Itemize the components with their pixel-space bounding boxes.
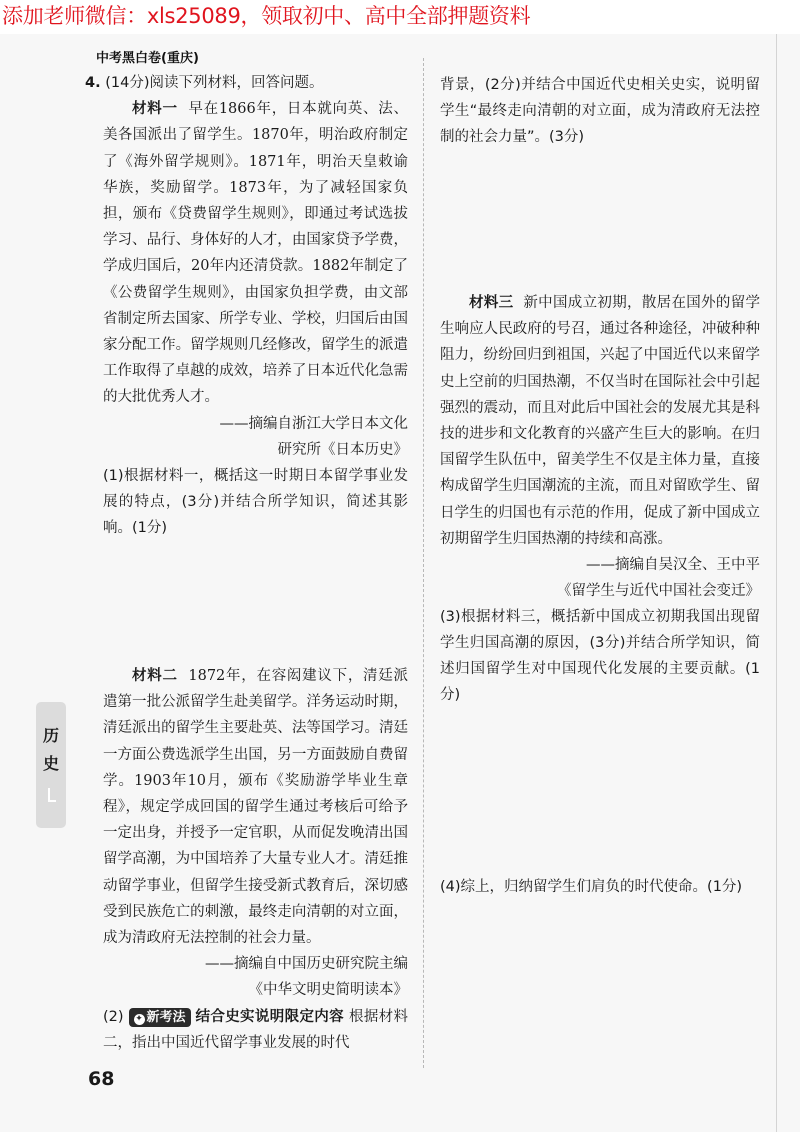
material-3-label: 材料三: [469, 295, 514, 311]
question-2-emphasis: 结合史实说明限定内容: [195, 1008, 345, 1025]
badge-label: 新考法: [146, 1009, 186, 1025]
question-4: (4)综上，归纳留学生们肩负的时代使命。(1分): [440, 879, 743, 896]
lightbulb-icon: ✦: [135, 1013, 143, 1024]
subject-tab: [36, 702, 66, 828]
material-2-source-line2: 《中华文明史简明读本》: [248, 982, 408, 999]
exam-page: [0, 34, 800, 1132]
subject-char-2: 史: [42, 754, 59, 773]
material-1-source-line1: ——摘编自浙江大学日本文化: [219, 415, 408, 432]
material-1-text: 早在1866年，日本就向英、法、美各国派出了留学生。1870年，明治政府制定了《海外留学规则》。1871年，明治天皇敕谕华族，奖励留学。1873年，为了减轻国家负担，颁布《贷费留学生规则》，即通过考试选拔学习、品行、身体好的人才，由国家贷予学费，学成归国后，20年内还清贷款。1882年制定了《公费留学生规则》，由国家负担学费，由文部省制定所去国家、所学专业、学校，归国后由国家分配工作。留学规则几经修改，留学生的派遣工作取得了卓越的成效，培养了日本近代化急需的大批优秀人才。: [103, 101, 409, 406]
material-2: [103, 663, 408, 951]
series-title: 中考黑白卷(重庆): [96, 51, 199, 66]
material-1-label: 材料一: [132, 101, 178, 118]
material-2-source-line1: ——摘编自中国历史研究院主编: [205, 956, 408, 973]
column-divider: [423, 58, 424, 1068]
question-2-part2: 背景，(2分)并结合中国近代史相关史实，说明留学生“最终走向清朝的对立面，成为清政府无法控制的社会力量”。(3分): [440, 77, 760, 145]
subject-char-1: 历: [42, 726, 59, 745]
left-column: [85, 70, 409, 1056]
material-3-source-line1: ——摘编自吴汉全、王中平: [586, 557, 760, 574]
answer-space-3[interactable]: [440, 708, 760, 874]
page-number: 68: [88, 1068, 115, 1090]
page-edge-line: [776, 34, 777, 1132]
question-header: [85, 70, 408, 96]
new-method-badge: [129, 1008, 191, 1027]
answer-space-2[interactable]: [440, 150, 760, 290]
material-1-source-line2: 研究所《日本历史》: [277, 441, 408, 458]
material-3-text: 新中国成立初期，散居在国外的留学生响应人民政府的号召，通过各种途径，冲破种种阻力，纷纷回归到祖国，兴起了中国近代以来留学史上空前的归国热潮，不仅当时在国际社会中引起强烈的震动，而且对此后中国社会的发展尤其是科技的进步和文化教育的兴盛产生巨大的影响。在归国留学生队伍中，留美学生不仅是主体力量，直接构成留学生归国潮流的主流，而且对留欧学生、留日学生的归国也有示范的作用，促成了新中国成立初期留学生归国热潮的持续和高涨。: [440, 295, 761, 547]
subject-tab-label: [36, 722, 66, 778]
material-3: [440, 290, 760, 552]
right-column: [440, 72, 760, 900]
material-2-label: 材料二: [132, 668, 178, 685]
material-2-text: 1872年，在容闳建议下，清廷派遣第一批公派留学生赴美留学。洋务运动时期，清廷派出的留学生主要赴英、法等国学习。清廷一方面公费选派学生出国，另一方面鼓励自费留学。1903年10月，颁布《奖励游学毕业生章程》，规定学成回国的留学生通过考核后可给予一定出身，并授予一定官职，从而促发晚清出国留学高潮，为中国培养了大量专业人才。清廷推动留学事业，但留学生接受新式教育后，深切感受到民族危亡的刺激，最终走向清朝的对立面，成为清政府无法控制的社会力量。: [103, 668, 409, 947]
question-2-prefix: (2): [103, 1008, 124, 1025]
answer-space-1[interactable]: [103, 541, 408, 663]
question-intro: (14分)阅读下列材料，回答问题。: [105, 75, 324, 91]
question-number: 4.: [85, 75, 101, 91]
tab-corner-icon: [48, 788, 56, 802]
question-1: (1)根据材料一，概括这一时期日本留学事业发展的特点，(3分)并结合所学知识，简述其影响。(1分): [103, 468, 408, 537]
question-2-text-left: 根据材料二，指出中国近代留学事业发展的时代: [103, 1008, 409, 1051]
promo-banner: 添加老师微信：xls25089，领取初中、高中全部押题资料: [2, 4, 531, 28]
question-3: (3)根据材料三，概括新中国成立初期我国出现留学生归国高潮的原因，(3分)并结合所学知识，简述归国留学生对中国现代化发展的主要贡献。(1分): [440, 609, 760, 704]
question-2-part1: [103, 1004, 408, 1056]
material-1: [103, 96, 408, 410]
material-3-source-line2: 《留学生与近代中国社会变迁》: [557, 583, 760, 600]
